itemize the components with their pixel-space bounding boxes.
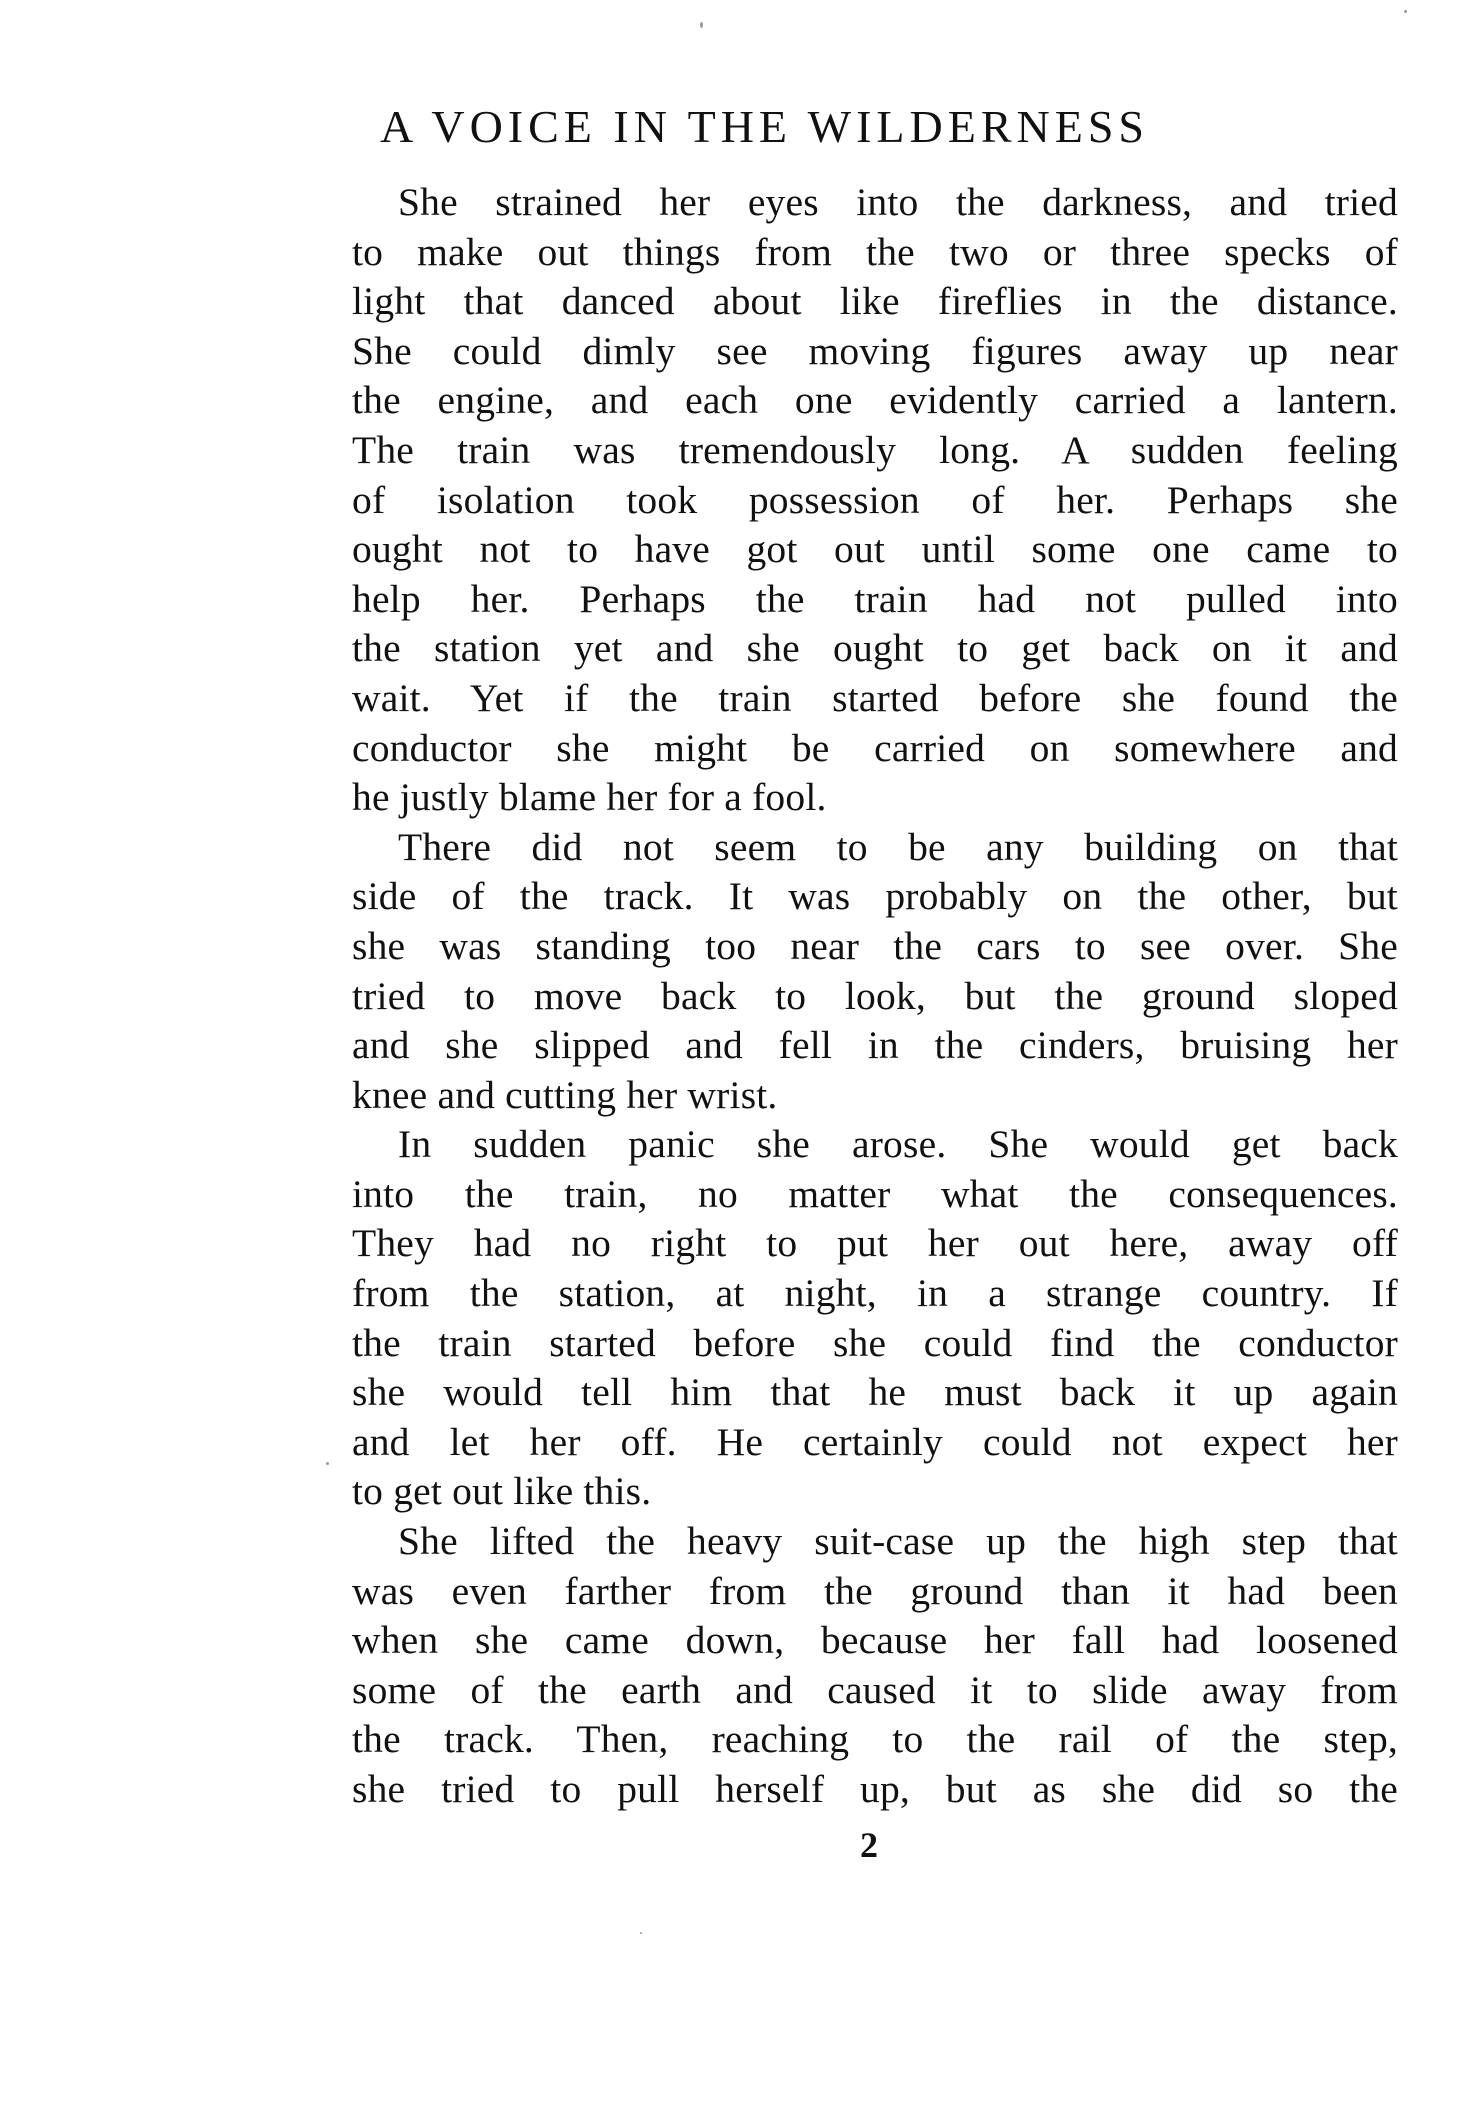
text-line: side of the track. It was probably on the other, but <box>352 874 1398 919</box>
running-head: A VOICE IN THE WILDERNESS <box>380 101 1149 152</box>
text-line: from the station, at night, in a strange country. If <box>352 1271 1398 1316</box>
text-line: She lifted the heavy suit-case up the high step that <box>398 1519 1398 1564</box>
text-line: In sudden panic she arose. She would get back <box>398 1122 1398 1167</box>
text-line: wait. Yet if the train started before she found the <box>352 675 1398 720</box>
text-line: she tried to pull herself up, but as she did so the <box>352 1767 1398 1811</box>
text-line: help her. Perhaps the train had not pulled into <box>352 576 1398 621</box>
text-line: They had no right to put her out here, away off <box>352 1221 1398 1266</box>
text-line: the train started before she could find the conductor <box>352 1320 1398 1365</box>
text-line: he justly blame her for a fool. <box>352 775 827 820</box>
body-text <box>352 178 1398 1815</box>
text-line: ought not to have got out until some one came to <box>352 527 1398 572</box>
text-line: knee and cutting her wrist. <box>352 1072 778 1117</box>
text-line: to make out things from the two or three specks of <box>352 229 1398 274</box>
text-line: was even farther from the ground than it had been <box>352 1568 1398 1613</box>
text-line: tried to move back to look, but the ground sloped <box>352 973 1398 1018</box>
text-line: the engine, and each one evidently carried a lantern. <box>352 378 1398 423</box>
paragraph-2 <box>352 823 1398 1121</box>
scan-speck <box>1404 10 1407 13</box>
text-line: to get out like this. <box>352 1469 652 1514</box>
text-line: the station yet and she ought to get back on it and <box>352 626 1398 671</box>
text-line: There did not seem to be any building on that <box>398 824 1398 869</box>
page-number: 2 <box>860 1825 878 1865</box>
text-line: She could dimly see moving figures away up near <box>352 328 1398 373</box>
scan-speck <box>640 1932 642 1934</box>
text-line: light that danced about like fireflies in the distance. <box>352 279 1398 324</box>
scan-speck <box>700 22 703 28</box>
text-line: she was standing too near the cars to see over. She <box>352 923 1398 968</box>
text-line: The train was tremendously long. A sudden feeling <box>352 427 1398 472</box>
scan-speck <box>326 1462 329 1465</box>
text-line: conductor she might be carried on somewhere and <box>352 725 1398 770</box>
text-line: and let her off. He certainly could not expect her <box>352 1419 1398 1464</box>
paragraph-1 <box>352 178 1398 823</box>
text-line: when she came down, because her fall had loosened <box>352 1618 1398 1663</box>
text-line: the track. Then, reaching to the rail of the step, <box>352 1717 1398 1762</box>
text-line: into the train, no matter what the consequences. <box>352 1171 1398 1216</box>
text-line: she would tell him that he must back it up again <box>352 1370 1398 1415</box>
text-line: some of the earth and caused it to slide away from <box>352 1667 1398 1712</box>
paragraph-4 <box>352 1517 1398 1815</box>
text-line: She strained her eyes into the darkness, and tried <box>398 180 1398 224</box>
text-line: and she slipped and fell in the cinders, bruising her <box>352 1023 1398 1068</box>
text-line: of isolation took possession of her. Perhaps she <box>352 477 1398 522</box>
paragraph-3 <box>352 1120 1398 1517</box>
